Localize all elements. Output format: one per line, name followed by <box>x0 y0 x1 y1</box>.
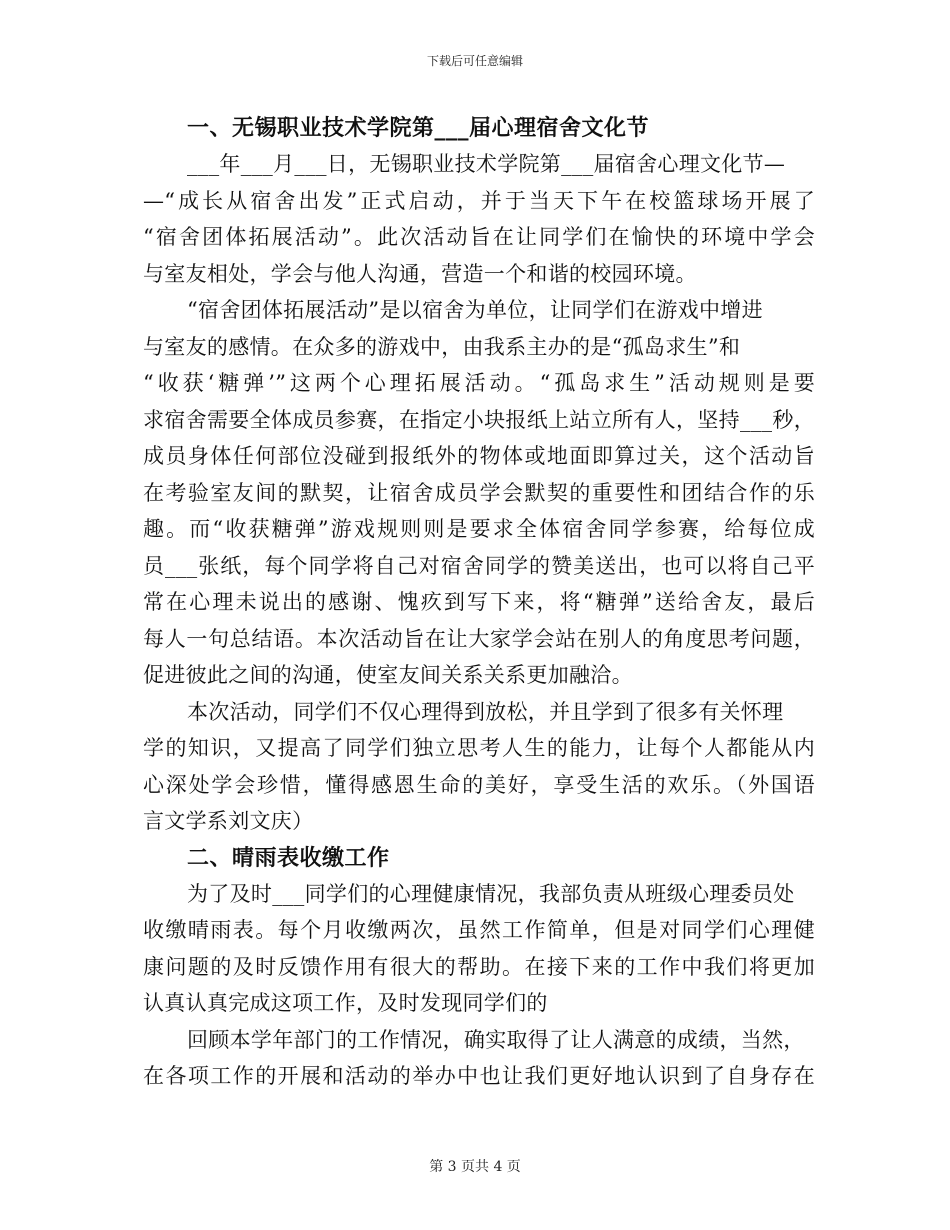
section-heading: 二、晴雨表收缴工作 <box>187 844 390 871</box>
paragraph-line: 言文学系刘文庆） <box>143 809 314 833</box>
document-body <box>143 110 815 1095</box>
paragraph-line: 每人一句总结语。本次活动旨在让大家学会站在别人的角度思考问题， <box>143 626 815 651</box>
paragraph-line: 员___张纸，每个同学将自己对宿舍同学的赞美送出，也可以将自己平 <box>143 553 815 578</box>
paragraph-line: 心深处学会珍惜，懂得感恩生命的美好，享受生活的欢乐。（外国语 <box>143 772 815 797</box>
paragraph-line: 回顾本学年部门的工作情况，确实取得了让人满意的成绩，当然， <box>187 1027 805 1052</box>
paragraph-line: 成员身体任何部位没碰到报纸外的物体或地面即算过关，这个活动旨 <box>143 444 815 468</box>
paragraph-line: —“成长从宿舍出发”正式启动，并于当天下午在校篮球场开展了 <box>143 188 815 213</box>
paragraph-line: 为了及时___同学们的心理健康情况，我部负责从班级心理委员处 <box>187 881 795 906</box>
paragraph-line: 求宿舍需要全体成员参赛，在指定小块报纸上站立所有人，坚持___秒， <box>143 407 815 432</box>
paragraph-line: “宿舍团体拓展活动”。此次活动旨在让同学们在愉快的环境中学会 <box>143 225 815 249</box>
section-heading: 一、无锡职业技术学院第___届心理宿舍文化节 <box>187 115 650 141</box>
page-footer: 第 3 页共 4 页 <box>429 1159 521 1175</box>
paragraph-line: 促进彼此之间的沟通，使室友间关系关系更加融洽。 <box>143 663 633 687</box>
paragraph-line: 在考验室友间的默契，让宿舍成员学会默契的重要性和团结合作的乐 <box>143 480 815 505</box>
paragraph-line: 认真认真完成这项工作，及时发现同学们的 <box>143 991 548 1015</box>
paragraph-line: 与室友相处，学会与他人沟通，营造一个和谐的校园环境。 <box>143 261 697 286</box>
page-header: 下载后可任意编辑 <box>426 54 523 68</box>
paragraph-line: 在各项工作的开展和活动的举办中也让我们更好地认识到了自身存在 <box>143 1064 815 1088</box>
paragraph-line: “收获‘糖弹’”这两个心理拓展活动。“孤岛求生”活动规则是要 <box>143 371 815 395</box>
paragraph-line: 与室友的感情。在众多的游戏中，由我系主办的是“孤岛求生”和 <box>143 334 741 359</box>
paragraph-line: 收缴晴雨表。每个月收缴两次，虽然工作简单，但是对同学们心理健 <box>143 918 815 942</box>
paragraph-line: 本次活动，同学们不仅心理得到放松，并且学到了很多有关怀理 <box>187 699 784 724</box>
paragraph-line: 康问题的及时反馈作用有很大的帮助。在接下来的工作中我们将更加 <box>143 954 815 979</box>
paragraph-line: 常在心理未说出的感谢、愧疚到写下来，将“糖弹”送给舍友，最后 <box>143 590 815 614</box>
paragraph-line: ___年___月___日，无锡职业技术学院第___届宿舍心理文化节— <box>187 152 786 176</box>
paragraph-line: 趣。而“收获糖弹”游戏规则则是要求全体宿舍同学参赛，给每位成 <box>143 517 815 541</box>
paragraph-line: 学的知识，又提高了同学们独立思考人生的能力，让每个人都能从内 <box>143 736 815 760</box>
paragraph-line: “宿舍团体拓展活动”是以宿舍为单位，让同学们在游戏中增进 <box>187 298 763 322</box>
